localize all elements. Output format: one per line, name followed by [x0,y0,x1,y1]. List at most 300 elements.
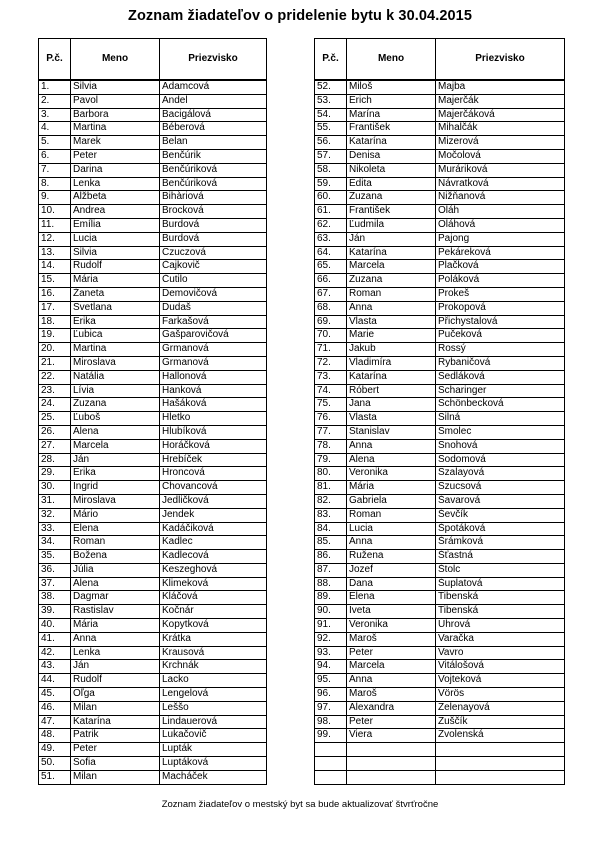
row-last-name: Benčúriková [160,177,267,191]
row-number: 73. [315,370,347,384]
row-last-name [436,743,565,757]
table-row [315,108,565,122]
row-last-name: Lupták [160,743,267,757]
row-last-name: Grmanová [160,343,267,357]
table-row [39,577,267,591]
row-last-name: Hallonová [160,370,267,384]
row-first-name: Jana [347,398,436,412]
table-row [315,301,565,315]
row-last-name [436,757,565,771]
row-last-name: Krátka [160,632,267,646]
row-first-name: Jozef [347,563,436,577]
row-last-name: Zuščík [436,715,565,729]
table-row [39,757,267,771]
table-row [315,757,565,771]
row-last-name: Béberová [160,122,267,136]
row-first-name: Alena [71,577,160,591]
row-last-name: Oláh [436,205,565,219]
row-last-name: Lindauerová [160,715,267,729]
table-row [39,384,267,398]
row-first-name: Erika [71,467,160,481]
row-last-name: Majerčáková [436,108,565,122]
table-row [315,315,565,329]
row-first-name: Nikoleta [347,163,436,177]
table-row [39,591,267,605]
header-number: P.č. [315,39,347,81]
row-first-name: Ľudmila [347,218,436,232]
header-first-name: Meno [347,39,436,81]
row-number: 89. [315,591,347,605]
row-last-name: Šťastná [436,550,565,564]
row-last-name: Kadlec [160,536,267,550]
table-row [39,80,267,94]
row-number: 17. [39,301,71,315]
table-row [315,660,565,674]
row-number: 13. [39,246,71,260]
table-row [39,508,267,522]
row-first-name: Natália [71,370,160,384]
row-number: 12. [39,232,71,246]
row-first-name: Pavol [71,94,160,108]
table-row [315,94,565,108]
row-first-name: Peter [347,715,436,729]
table-row [39,343,267,357]
table-row [315,481,565,495]
row-first-name: Mária [71,619,160,633]
row-first-name: Dana [347,577,436,591]
row-last-name: Farkašová [160,315,267,329]
table-row [315,729,565,743]
row-first-name: Maroš [347,688,436,702]
row-number: 68. [315,301,347,315]
row-number: 32. [39,508,71,522]
row-last-name: Poláková [436,274,565,288]
row-first-name: Dagmar [71,591,160,605]
row-first-name: Gabriela [347,494,436,508]
row-first-name: Peter [71,743,160,757]
row-first-name: Stanislav [347,425,436,439]
table-row [315,329,565,343]
row-last-name: Tibenská [436,605,565,619]
row-last-name: Plačková [436,260,565,274]
row-first-name: Elena [71,522,160,536]
row-last-name: Oláhová [436,218,565,232]
row-number: 92. [315,632,347,646]
row-last-name: Grmanová [160,356,267,370]
row-last-name: Špotáková [436,522,565,536]
row-number: 1. [39,80,71,94]
row-number: 49. [39,743,71,757]
row-number: 74. [315,384,347,398]
row-first-name: Ján [71,453,160,467]
row-first-name: Vlasta [347,315,436,329]
row-first-name: Marcela [347,660,436,674]
row-first-name: Andrea [71,205,160,219]
row-last-name: Návratková [436,177,565,191]
table-row [315,715,565,729]
row-number: 86. [315,550,347,564]
row-number: 6. [39,149,71,163]
row-last-name: Prokopová [436,301,565,315]
table-row [39,398,267,412]
row-number: 87. [315,563,347,577]
table-row [315,494,565,508]
row-number: 63. [315,232,347,246]
row-number: 88. [315,577,347,591]
row-number: 40. [39,619,71,633]
row-first-name: Marek [71,136,160,150]
table-row [39,701,267,715]
row-number: 95. [315,674,347,688]
row-number: 79. [315,453,347,467]
row-first-name: Ľuboš [71,412,160,426]
table-row [39,122,267,136]
row-last-name: Vitálošová [436,660,565,674]
footer-note: Zoznam žiadateľov o mestský byt sa bude aktualizovať štvrťročne [161,799,439,810]
table-row [315,632,565,646]
table-row [315,287,565,301]
table-row [39,481,267,495]
row-number: 42. [39,646,71,660]
row-last-name: Šavarová [436,494,565,508]
row-first-name: Silvia [71,246,160,260]
row-number: 47. [39,715,71,729]
table-row [315,508,565,522]
row-number: 82. [315,494,347,508]
row-number: 21. [39,356,71,370]
table-row [39,301,267,315]
table-row [39,108,267,122]
row-last-name: Krausová [160,646,267,660]
table-row [39,163,267,177]
row-last-name: Čajkovič [160,260,267,274]
row-last-name: Silná [436,412,565,426]
row-number: 22. [39,370,71,384]
row-first-name: Anna [347,674,436,688]
row-number: 91. [315,619,347,633]
row-first-name: Ľubica [71,329,160,343]
row-number: 80. [315,467,347,481]
row-number: 26. [39,425,71,439]
row-last-name: Prokeš [436,287,565,301]
table-row [315,412,565,426]
row-number: 71. [315,343,347,357]
row-number: 98. [315,715,347,729]
row-first-name: František [347,122,436,136]
row-first-name: Lucia [347,522,436,536]
row-first-name: Božena [71,550,160,564]
row-number: 34. [39,536,71,550]
row-first-name: Zuzana [347,274,436,288]
row-last-name: Kočnár [160,605,267,619]
row-first-name: Denisa [347,149,436,163]
row-first-name: Milan [71,770,160,784]
row-last-name: Lengelová [160,688,267,702]
table-row [39,370,267,384]
row-number [315,757,347,771]
row-first-name: Rudolf [71,674,160,688]
table-row [315,688,565,702]
row-first-name: Marcela [71,439,160,453]
table-row [315,343,565,357]
row-last-name: Schönbecková [436,398,565,412]
row-first-name: Róbert [347,384,436,398]
row-number: 18. [39,315,71,329]
row-first-name: Emília [71,218,160,232]
row-first-name: Marie [347,329,436,343]
table-row [315,467,565,481]
table-row [315,674,565,688]
row-number: 56. [315,136,347,150]
row-number: 77. [315,425,347,439]
table-row [39,619,267,633]
table-row [39,94,267,108]
row-first-name: Rudolf [71,260,160,274]
row-last-name: Varačka [436,632,565,646]
row-last-name: Sedláková [436,370,565,384]
row-last-name: Muráriková [436,163,565,177]
row-number: 70. [315,329,347,343]
row-first-name: Lenka [71,177,160,191]
table-row [315,563,565,577]
applicants-table-right [314,38,565,785]
row-number: 97. [315,701,347,715]
row-last-name: Hroncová [160,467,267,481]
table-row [315,370,565,384]
row-first-name: Viera [347,729,436,743]
table-row [315,425,565,439]
table-row [315,522,565,536]
table-row [315,536,565,550]
row-last-name: Majerčák [436,94,565,108]
row-first-name: Katarína [347,136,436,150]
row-first-name: Elena [347,591,436,605]
row-number: 10. [39,205,71,219]
header-number: P.č. [39,39,71,81]
row-last-name: Chovancová [160,481,267,495]
row-last-name: Čutilo [160,274,267,288]
row-number: 96. [315,688,347,702]
row-number: 25. [39,412,71,426]
row-last-name: Smolec [436,425,565,439]
row-first-name: Mário [71,508,160,522]
row-first-name: Ružena [347,550,436,564]
row-number: 35. [39,550,71,564]
table-row [39,646,267,660]
header-first-name: Meno [71,39,160,81]
row-number: 37. [39,577,71,591]
table-row [39,232,267,246]
table-row [315,619,565,633]
row-first-name: Žaneta [71,287,160,301]
row-number [315,743,347,757]
row-last-name: Klimeková [160,577,267,591]
row-last-name: Majba [436,80,565,94]
row-first-name: Marcela [347,260,436,274]
row-last-name: Szalayová [436,467,565,481]
row-first-name: Roman [347,508,436,522]
row-last-name: Jedličková [160,494,267,508]
table-row [315,274,565,288]
row-number: 43. [39,660,71,674]
table-row [315,356,565,370]
row-first-name: Katarína [71,715,160,729]
page-title: Zoznam žiadateľov o pridelenie bytu k 30.04.2015 [127,8,472,24]
table-row [315,122,565,136]
row-number: 11. [39,218,71,232]
row-last-name: Zelenayová [436,701,565,715]
row-number: 78. [315,439,347,453]
row-last-name: Hletko [160,412,267,426]
row-number [315,770,347,784]
table-row [39,605,267,619]
row-last-name: Belan [160,136,267,150]
table-row [39,136,267,150]
row-number: 39. [39,605,71,619]
header-last-name: Priezvisko [160,39,267,81]
table-row [39,356,267,370]
header-last-name: Priezvisko [436,39,565,81]
table-row [39,632,267,646]
table-row [39,494,267,508]
row-number: 93. [315,646,347,660]
table-row [39,191,267,205]
row-first-name: Zuzana [347,191,436,205]
row-number: 44. [39,674,71,688]
row-number: 99. [315,729,347,743]
row-number: 65. [315,260,347,274]
table-row [315,191,565,205]
row-last-name: Bacigálová [160,108,267,122]
row-last-name: Uhrová [436,619,565,633]
table-row [315,177,565,191]
row-last-name: Šrámková [436,536,565,550]
row-last-name: Scharinger [436,384,565,398]
row-number: 90. [315,605,347,619]
row-last-name: Keszeghová [160,563,267,577]
table-row [39,467,267,481]
row-number: 60. [315,191,347,205]
row-number: 3. [39,108,71,122]
row-number: 4. [39,122,71,136]
row-first-name: Vlasta [347,412,436,426]
table-row [39,453,267,467]
table-row [39,149,267,163]
table-row [39,287,267,301]
row-first-name: Ingrid [71,481,160,495]
table-row [39,329,267,343]
table-row [315,550,565,564]
row-number: 85. [315,536,347,550]
row-last-name: Czuczová [160,246,267,260]
row-last-name: Kláčová [160,591,267,605]
row-first-name: Ján [347,232,436,246]
row-last-name: Leššo [160,701,267,715]
table-row [39,563,267,577]
row-last-name: Burdová [160,232,267,246]
table-row [315,770,565,784]
table-row [315,260,565,274]
table-row [315,453,565,467]
row-first-name: Katarína [347,370,436,384]
row-first-name: Alena [347,453,436,467]
row-last-name: Přichystalová [436,315,565,329]
row-number: 52. [315,80,347,94]
row-number: 64. [315,246,347,260]
row-last-name: Pekáreková [436,246,565,260]
row-first-name: Peter [347,646,436,660]
row-last-name: Burdová [160,218,267,232]
row-last-name: Kadlecová [160,550,267,564]
table-row [39,274,267,288]
row-first-name: Roman [347,287,436,301]
table-row [315,136,565,150]
row-first-name [347,770,436,784]
row-number: 8. [39,177,71,191]
table-row [315,591,565,605]
row-first-name: Anna [347,301,436,315]
row-first-name [347,743,436,757]
row-last-name: Bihàriová [160,191,267,205]
row-first-name: Rastislav [71,605,160,619]
table-row [39,770,267,784]
row-first-name: Alena [71,425,160,439]
row-number: 66. [315,274,347,288]
row-first-name: Milan [71,701,160,715]
row-number: 55. [315,122,347,136]
row-number: 28. [39,453,71,467]
row-first-name: Alžbeta [71,191,160,205]
row-first-name: Veronika [347,619,436,633]
row-number: 30. [39,481,71,495]
table-header-row [39,39,267,81]
row-first-name: Oľga [71,688,160,702]
row-first-name: Darina [71,163,160,177]
row-number: 20. [39,343,71,357]
row-last-name: Benčúrik [160,149,267,163]
row-first-name: Lenka [71,646,160,660]
row-last-name: Vavro [436,646,565,660]
table-row [39,522,267,536]
table-row [315,205,565,219]
row-number: 72. [315,356,347,370]
row-number: 59. [315,177,347,191]
row-first-name: Maroš [347,632,436,646]
row-last-name: Luptáková [160,757,267,771]
row-number: 29. [39,467,71,481]
table-row [315,701,565,715]
row-last-name: Močolová [436,149,565,163]
row-last-name: Szucsová [436,481,565,495]
table-row [315,743,565,757]
row-first-name: Edita [347,177,436,191]
row-first-name [347,757,436,771]
row-number: 14. [39,260,71,274]
table-row [315,149,565,163]
table-row [39,715,267,729]
row-number: 16. [39,287,71,301]
row-last-name: Krchnák [160,660,267,674]
row-number: 94. [315,660,347,674]
row-last-name: Rossý [436,343,565,357]
row-number: 5. [39,136,71,150]
row-number: 83. [315,508,347,522]
row-first-name: Marína [347,108,436,122]
row-last-name: Horáčková [160,439,267,453]
row-number: 58. [315,163,347,177]
row-number: 53. [315,94,347,108]
row-first-name: Sofia [71,757,160,771]
